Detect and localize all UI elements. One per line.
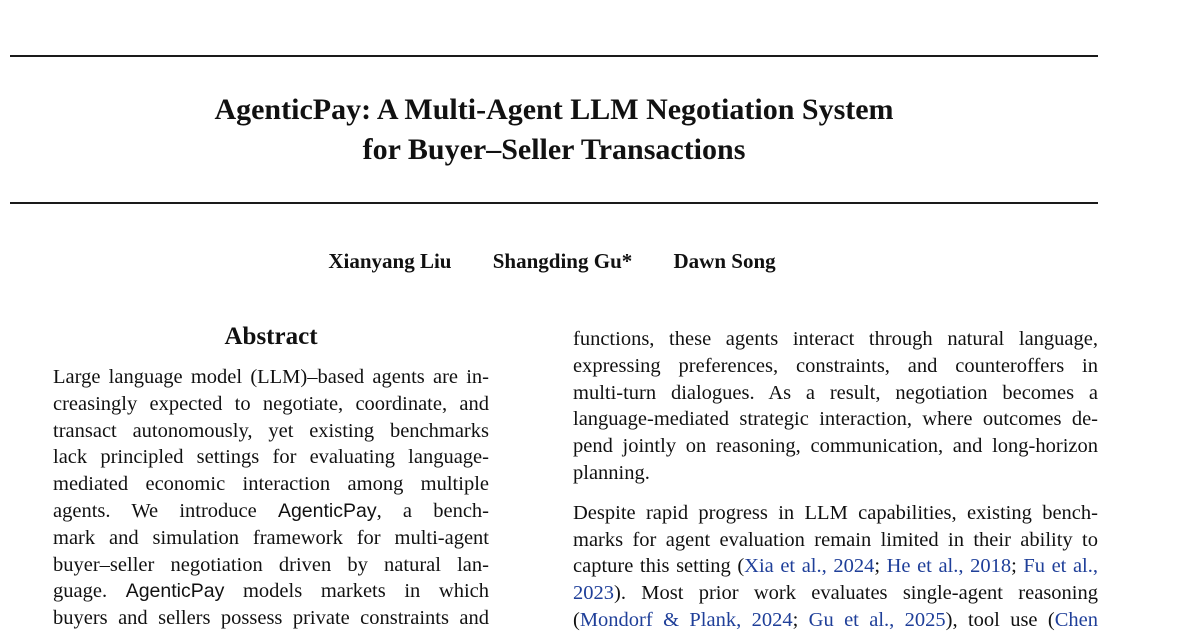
citation-separator: ; bbox=[792, 608, 799, 631]
body-paragraph bbox=[573, 326, 1098, 487]
abstract-line-text: , a bench- bbox=[376, 499, 490, 522]
paper-title bbox=[0, 90, 1108, 170]
abstract-text bbox=[53, 364, 489, 632]
citation-link[interactable]: Chen bbox=[1054, 608, 1099, 631]
citation-link[interactable]: Xia et al., 2024 bbox=[744, 555, 875, 578]
abstract-line: buyer–seller negotiation driven by natural lan- bbox=[53, 553, 489, 576]
body-line-text: ( bbox=[573, 608, 580, 631]
abstract-line: Large language model (LLM)–based agents are in- bbox=[53, 366, 489, 388]
abstract-line: lack principled settings for evaluating language- bbox=[53, 446, 489, 469]
body-line: Despite rapid progress in LLM capabilities, existing bench- bbox=[573, 501, 1098, 524]
body-line: marks for agent evaluation remain limited in their ability to bbox=[573, 528, 1098, 551]
system-name: AgenticPay bbox=[125, 580, 225, 603]
citation-separator: ; bbox=[1011, 555, 1017, 578]
body-line: expressing preferences, constraints, and counteroffers in bbox=[573, 354, 1098, 377]
author-list bbox=[0, 248, 1104, 274]
body-line-text: ). Most prior work evaluates single-agent reasoning bbox=[614, 582, 1098, 605]
title-line-2: for Buyer–Seller Transactions bbox=[362, 133, 746, 166]
abstract-line-text: guage. bbox=[53, 580, 108, 603]
abstract-heading: Abstract bbox=[224, 323, 318, 350]
abstract-line: transact autonomously, yet existing benchmarks bbox=[53, 419, 489, 442]
title-line-1: AgenticPay: A Multi-Agent LLM Negotiation System bbox=[214, 93, 894, 126]
abstract-line bbox=[53, 498, 489, 525]
abstract-line bbox=[53, 578, 489, 605]
title-top-rule bbox=[10, 55, 1098, 57]
abstract-line: mediated economic interaction among multiple bbox=[53, 473, 489, 496]
citation-link[interactable]: Gu et al., 2025 bbox=[808, 608, 946, 631]
body-line-text: capture this setting ( bbox=[573, 555, 745, 578]
title-bottom-rule bbox=[10, 202, 1098, 204]
body-line bbox=[573, 553, 1098, 580]
system-name: AgenticPay bbox=[277, 499, 377, 522]
paragraph-gap bbox=[573, 487, 1098, 500]
abstract-line: mark and simulation framework for multi-agent bbox=[53, 526, 489, 549]
body-line-text: ), tool use ( bbox=[945, 608, 1055, 631]
abstract-line-text: agents. We introduce bbox=[53, 499, 257, 522]
abstract-column bbox=[53, 322, 489, 632]
body-line: multi-turn dialogues. As a result, negotiation becomes a bbox=[573, 381, 1098, 404]
body-column-right bbox=[573, 326, 1098, 634]
author-name: Xianyang Liu bbox=[328, 249, 452, 273]
body-line: language-mediated strategic interaction, where outcomes de- bbox=[573, 408, 1098, 431]
abstract-line-text: models markets in which bbox=[224, 580, 490, 603]
body-line bbox=[573, 580, 1098, 607]
citation-link[interactable]: Fu et al., bbox=[1023, 555, 1098, 578]
abstract-line: buyers and sellers possess private constraints and bbox=[53, 607, 489, 630]
citation-link[interactable]: 2023 bbox=[573, 582, 614, 605]
body-line: planning. bbox=[573, 461, 650, 484]
body-line: functions, these agents interact through natural language, bbox=[573, 328, 1098, 350]
abstract-line: creasingly expected to negotiate, coordinate, and bbox=[53, 392, 489, 415]
body-paragraph bbox=[573, 500, 1098, 634]
citation-link[interactable]: He et al., 2018 bbox=[886, 555, 1012, 578]
citation-link[interactable]: Mondorf & Plank, 2024 bbox=[579, 608, 793, 631]
author-name: Shangding Gu* bbox=[492, 249, 633, 273]
author-name: Dawn Song bbox=[673, 249, 776, 273]
body-line: pend jointly on reasoning, communication, and long-horizon bbox=[573, 435, 1098, 458]
citation-separator: ; bbox=[874, 555, 881, 578]
